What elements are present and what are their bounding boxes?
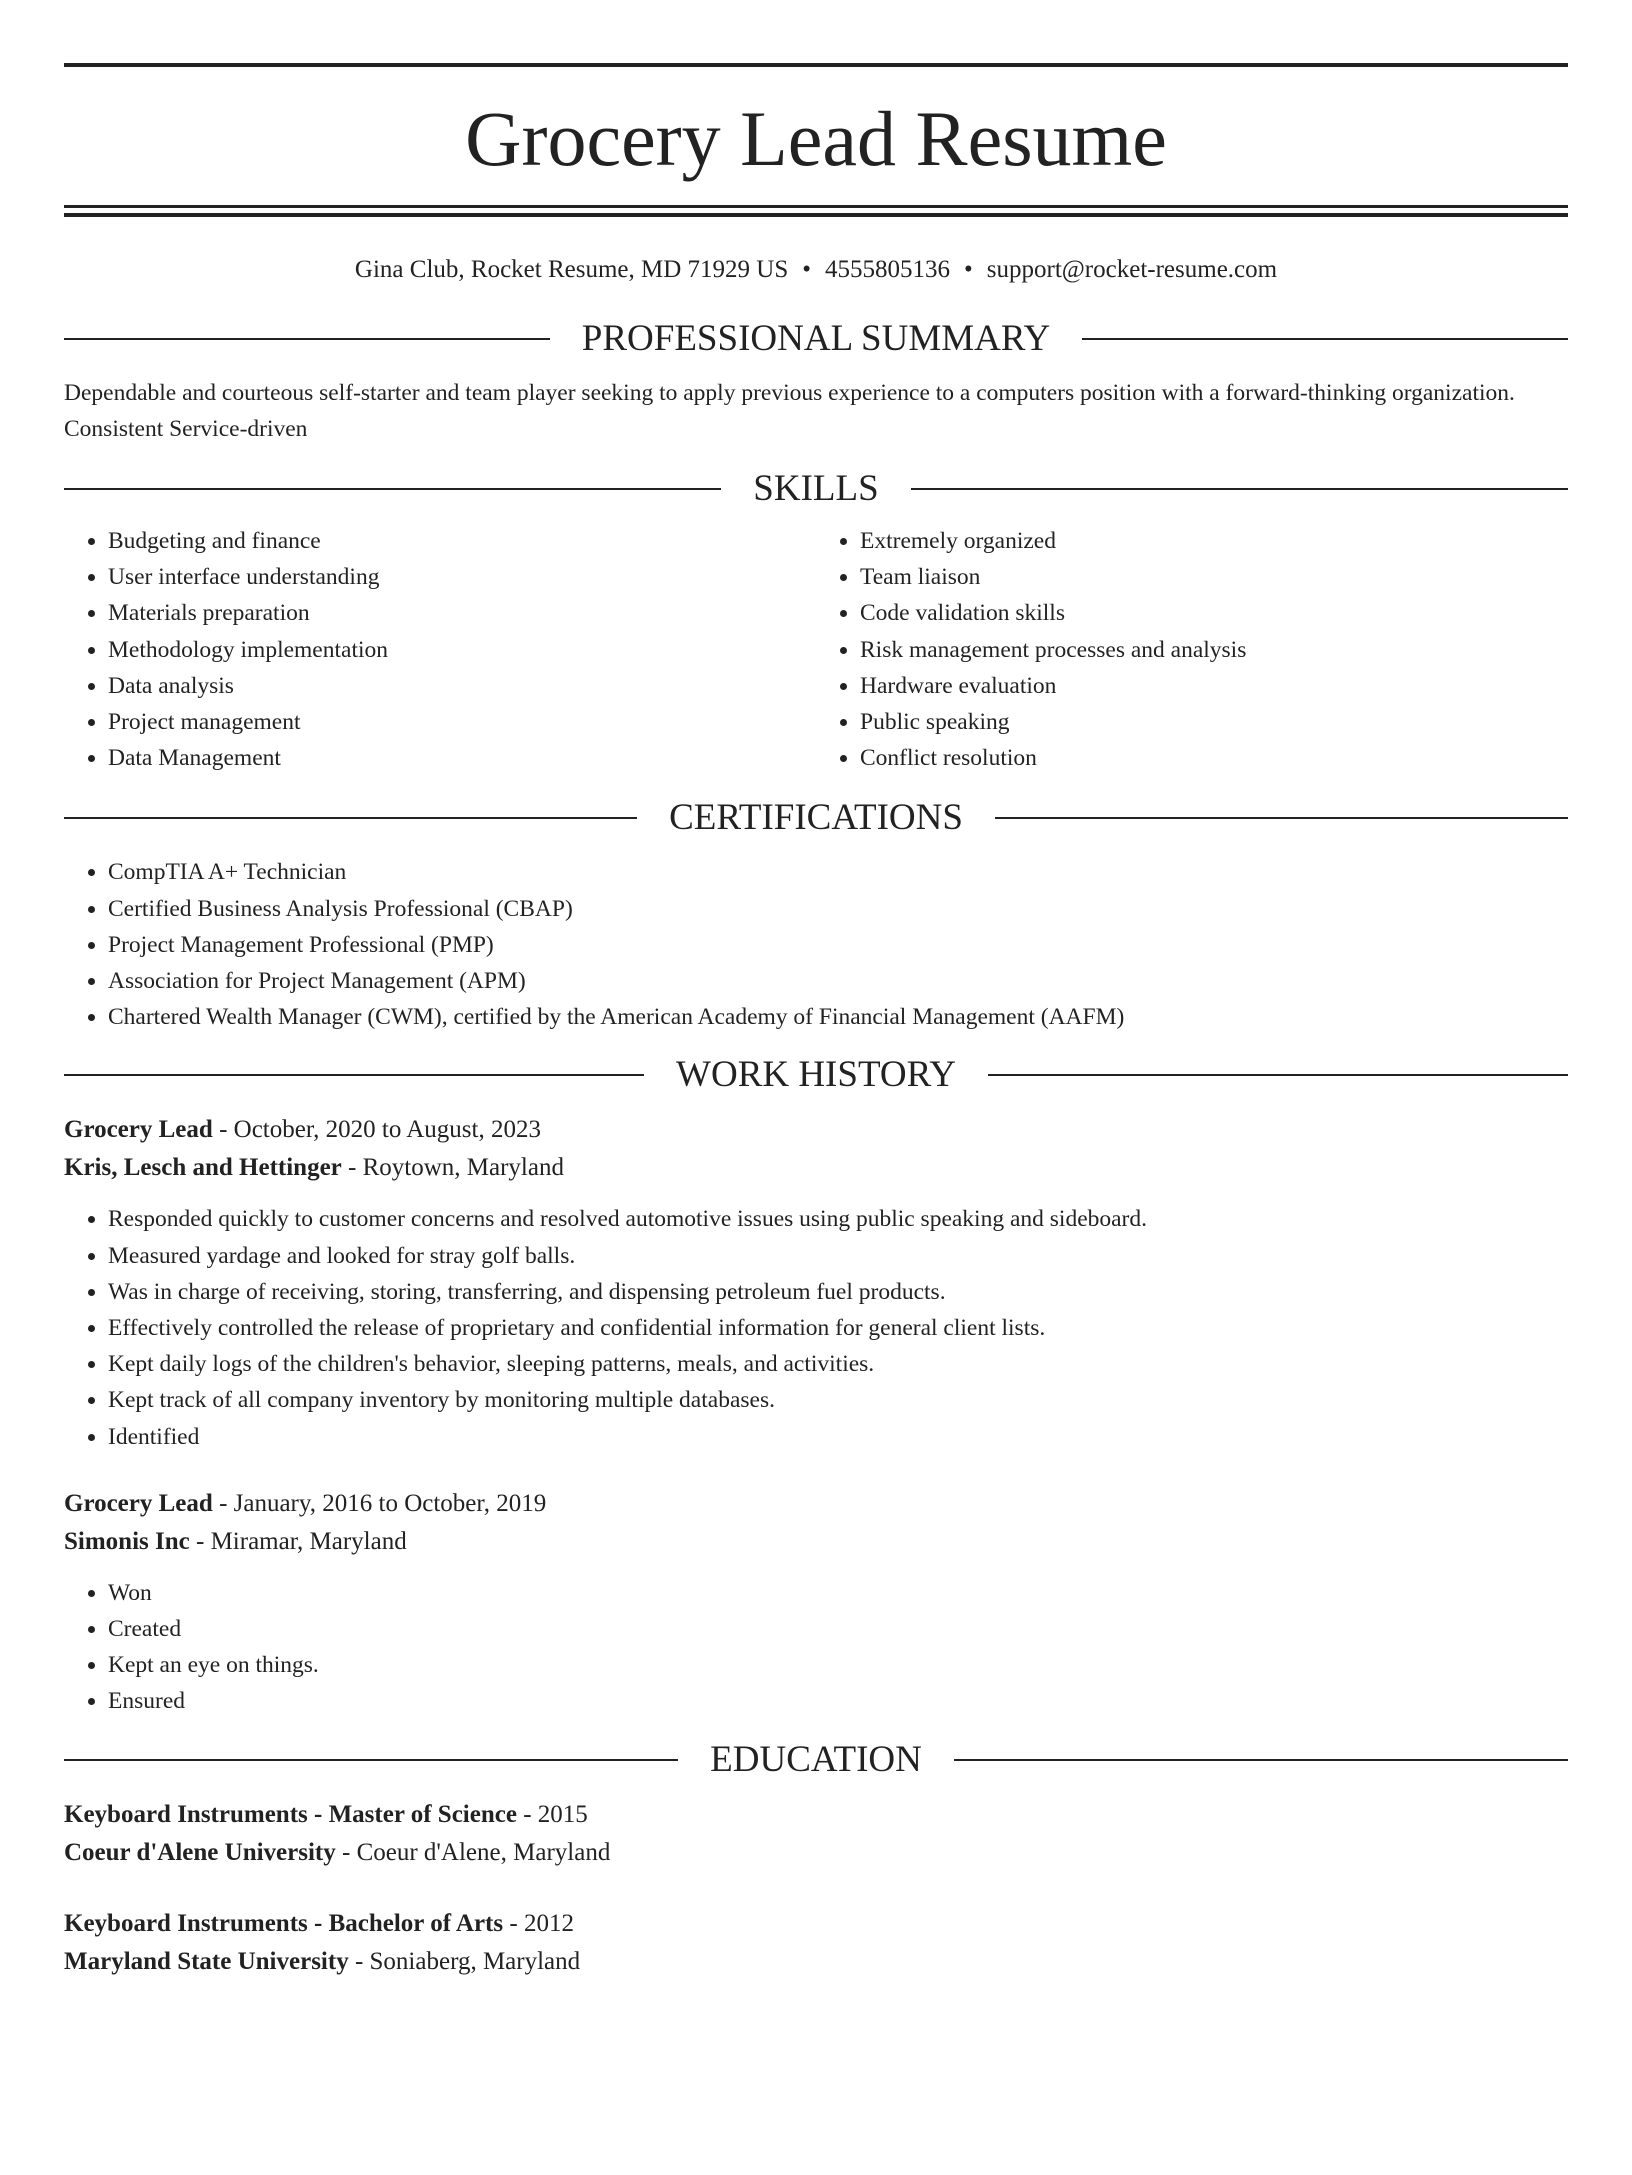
summary-text: Dependable and courteous self-starter and team player seeking to apply previous experience to a computers position with a forward-thinking organization. Consistent Service-driven [64,380,1515,442]
job-company-line: Kris, Lesch and Hettinger - Roytown, Maryland [64,1154,564,1182]
job-title-line: Grocery Lead - January, 2016 to October, 2019 [64,1489,547,1517]
section-heading-summary [64,317,1568,361]
job-company-line: Simonis Inc - Miramar, Maryland [64,1527,407,1555]
education-degree-line: Keyboard Instruments - Bachelor of Arts - 2012 [64,1909,574,1937]
section-heading-label: WORK HISTORY [676,1054,956,1096]
job-duty-item: • Kept track of all company inventory by monitoring multiple databases. [108,1382,1568,1418]
section-heading-label: CERTIFICATIONS [669,797,963,839]
skill-item: • Budgeting and finance [108,523,816,559]
job-duty-item: • Identified [108,1419,1568,1455]
job-dates: January, 2016 to October, 2019 [233,1489,547,1517]
certification-item: • Project Management Professional (PMP) [108,927,1568,963]
job-entry [64,1485,1568,1720]
skill-item: • Hardware evaluation [860,668,1568,704]
job-duty-item: • Measured yardage and looked for stray golf balls. [108,1238,1568,1274]
certification-item: • Association for Project Management (APM) [108,963,1568,999]
job-company: Simonis Inc [64,1527,190,1555]
education-degree-line: Keyboard Instruments - Master of Science - 2015 [64,1800,588,1828]
contact-separator: • [802,256,812,283]
job-duties-list [64,1575,1568,1720]
education-year: 2015 [537,1800,588,1828]
job-duty-item: • Ensured [108,1683,1568,1719]
job-duty-item: • Responded quickly to customer concerns and resolved automotive issues using public speaking and sideboard. [108,1201,1568,1237]
section-heading-work-history [64,1053,1568,1097]
section-heading-skills [64,467,1568,511]
skill-item: • Project management [108,704,816,740]
section-heading-certifications [64,796,1568,840]
education-degree: Keyboard Instruments - Master of Science [64,1800,517,1828]
skills-list-right [816,523,1568,776]
education-year: 2012 [523,1909,574,1937]
job-title: Grocery Lead [64,1489,213,1517]
contact-address: Gina Club, Rocket Resume, MD 71929 US [354,256,789,283]
job-location: Roytown, Maryland [362,1154,564,1182]
education-location: Soniaberg, Maryland [369,1947,581,1975]
skill-item: • Code validation skills [860,595,1568,631]
contact-separator: • [964,256,973,283]
skill-item: • Methodology implementation [108,632,816,668]
education-location: Coeur d'Alene, Maryland [356,1838,611,1866]
job-duty-item: • Was in charge of receiving, storing, transferring, and dispensing petroleum fuel products. [108,1274,1568,1310]
skill-item: • Team liaison [860,559,1568,595]
job-dates: October, 2020 to August, 2023 [233,1116,541,1144]
skill-item: • Materials preparation [108,595,816,631]
section-heading-label: EDUCATION [710,1738,922,1780]
skill-item: • Extremely organized [860,523,1568,559]
section-heading-label: SKILLS [753,468,879,509]
title-double-rule [64,205,1568,217]
education-school-line: Coeur d'Alene University - Coeur d'Alene, Maryland [64,1838,611,1866]
top-rule [64,63,1568,67]
job-company: Kris, Lesch and Hettinger [64,1154,342,1182]
job-duty-item: • Created [108,1611,1568,1647]
education-entry [64,1905,1568,1981]
section-heading-education [64,1738,1568,1782]
skill-item: • User interface understanding [108,559,816,595]
section-heading-label: PROFESSIONAL SUMMARY [581,318,1051,359]
skill-item: • Data analysis [108,668,816,704]
job-duties-list [64,1201,1568,1454]
skill-item: • Risk management processes and analysis [860,632,1568,668]
resume-page [0,63,1632,2175]
job-duty-item: • Effectively controlled the release of proprietary and confidential information for general client lists. [108,1310,1568,1346]
skill-item: • Data Management [108,740,816,776]
job-duty-item: • Kept daily logs of the children's behavior, sleeping patterns, meals, and activities. [108,1346,1568,1382]
job-location: Miramar, Maryland [210,1527,407,1555]
education-degree: Keyboard Instruments - Bachelor of Arts [64,1909,504,1937]
skills-list-left [64,523,816,776]
job-title: Grocery Lead [64,1116,213,1144]
contact-line [64,255,1568,285]
job-entry [64,1111,1568,1454]
certifications-list [64,854,1568,1035]
skill-item: • Public speaking [860,704,1568,740]
job-duty-item: • Kept an eye on things. [108,1647,1568,1683]
education-entry [64,1796,1568,1872]
certification-item: • CompTIA A+ Technician [108,854,1568,890]
job-duty-item: • Won [108,1575,1568,1611]
job-title-line: Grocery Lead - October, 2020 to August, 2023 [64,1116,541,1144]
education-school: Maryland State University [64,1947,349,1975]
education-school-line: Maryland State University - Soniaberg, Maryland [64,1947,581,1975]
skills-columns [64,523,1568,776]
certification-item: • Certified Business Analysis Professional (CBAP) [108,891,1568,927]
certification-item: • Chartered Wealth Manager (CWM), certified by the American Academy of Financial Management (AAFM) [108,999,1568,1035]
resume-title: Grocery Lead Resume [465,95,1167,182]
skill-item: • Conflict resolution [860,740,1568,776]
contact-phone: 4555805136 [825,256,951,283]
education-school: Coeur d'Alene University [64,1838,336,1866]
contact-email: support@rocket-resume.com [986,256,1278,283]
